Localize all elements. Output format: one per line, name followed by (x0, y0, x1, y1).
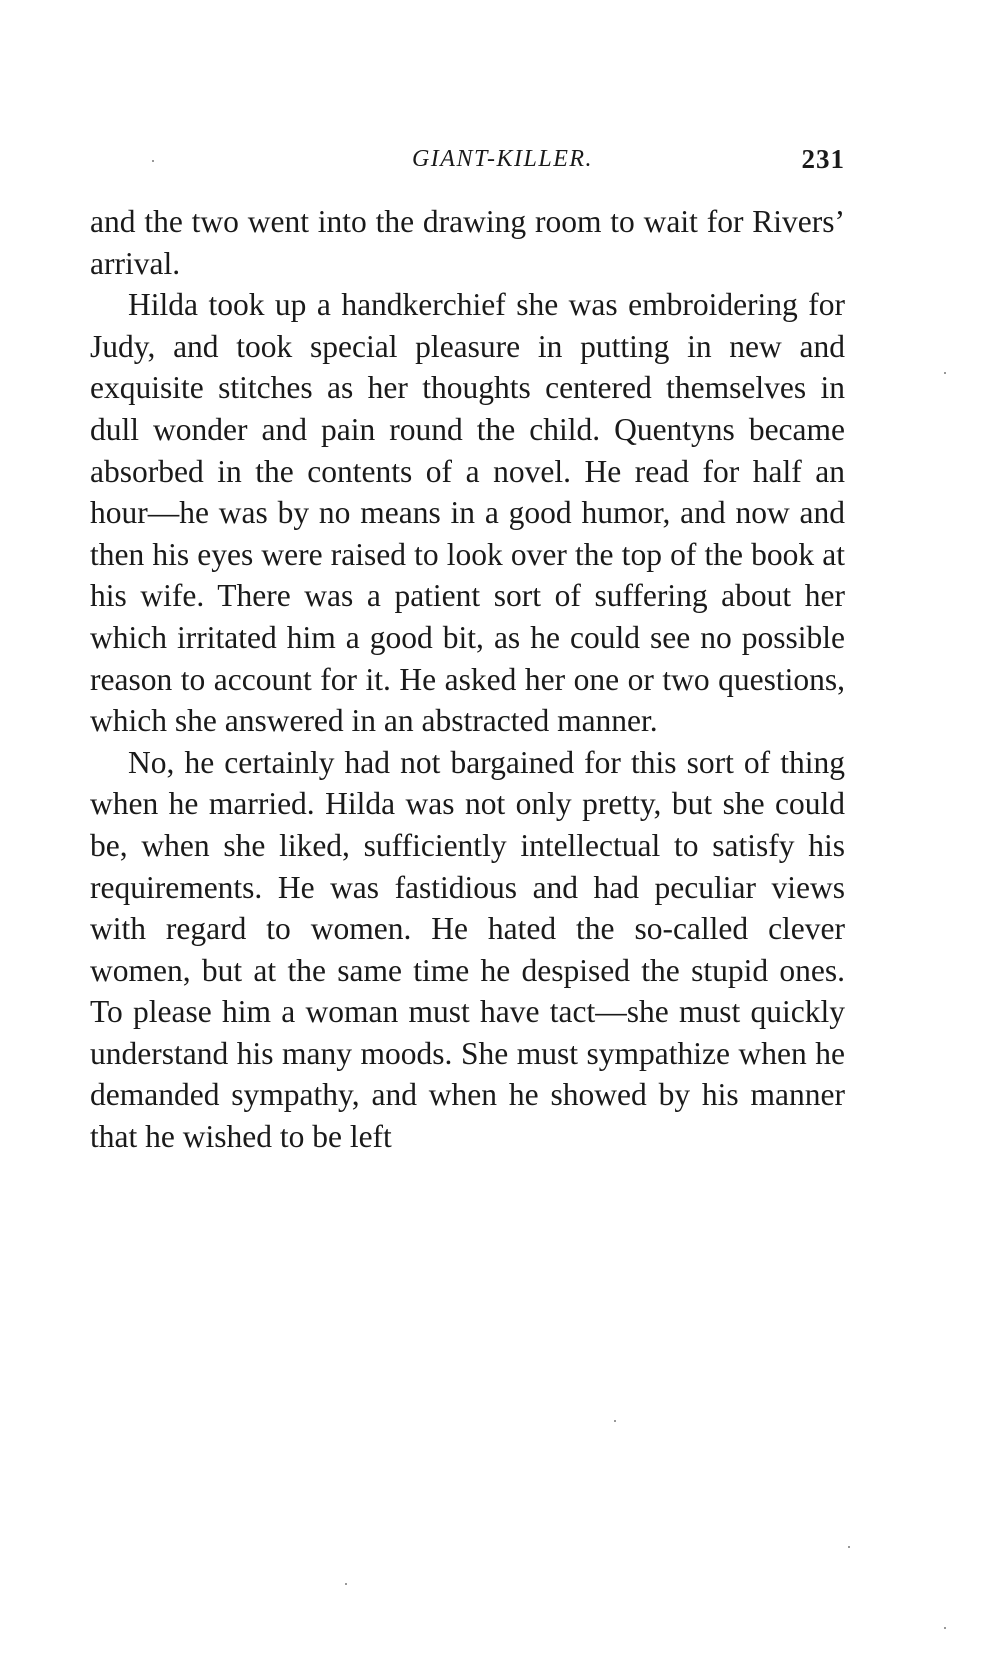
paper-speck (944, 1627, 946, 1629)
paragraph-continuation: and the two went into the drawing room to wait for Rivers’ arrival. (90, 204, 845, 281)
paragraph: No, he certainly had not bargained for this sort of thing when he married. Hilda was not only pretty, but she could be, when she liked, sufficiently intellectual to satisfy his requirements. He was fastidious and had peculiar views with regard to women. He hated the so-called clever women, but at the same time he despised the stupid ones. To please him a woman must have tact—she must quickly understand his many moods. She must sympathize when he demanded sympathy, and when he showed by his manner that he wished to be left (90, 744, 845, 1155)
paper-speck (152, 160, 154, 162)
body-text (90, 201, 845, 1158)
page-number: 231 (801, 144, 845, 174)
paragraph: Hilda took up a handkerchief she was embroidering for Judy, and took special pleasure in putting in new and exquisite stitches as her thoughts centered themselves in dull wonder and pain round the child. Quentyns became absorbed in the contents of a novel. He read for half an hour—he was by no means in a good humor, and now and then his eyes were raised to look over the top of the book at his wife. There was a patient sort of suffering about her which irritated him a good bit, as he could see no possible reason to account for it. He asked her one or two questions, which she answered in an abstracted manner. (90, 287, 845, 739)
running-title: GIANT-KILLER. (411, 146, 594, 172)
paper-speck (614, 1420, 616, 1422)
paper-speck (848, 1546, 850, 1548)
paper-speck (345, 1583, 347, 1585)
running-head (90, 146, 845, 186)
paper-speck (944, 372, 946, 374)
